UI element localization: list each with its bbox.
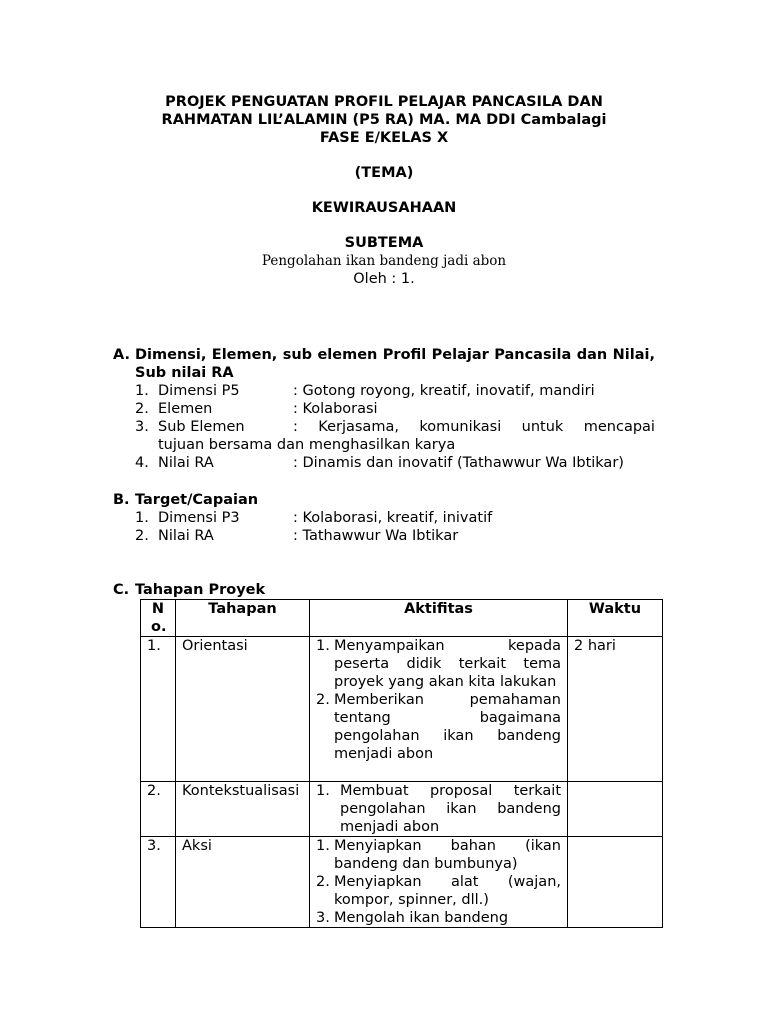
header-no: N o. xyxy=(141,600,176,637)
activity-item: 1. Membuat proposal terkait pengolahan ikan bandeng menjadi abon xyxy=(316,783,561,835)
list-item: 2. Nilai RA : Tathawwur Wa Ibtikar xyxy=(135,528,459,544)
tema-value: KEWIRAUSAHAAN xyxy=(311,200,457,216)
section-a xyxy=(113,346,655,472)
title-line-1: PROJEK PENGUATAN PROFIL PELAJAR PANCASILA DAN xyxy=(165,94,603,110)
section-b-list xyxy=(135,509,655,545)
list-item: 1. Dimensi P3 : Kolaborasi, kreatif, inivatif xyxy=(135,510,493,526)
activity-item: 3. Mengolah ikan bandeng xyxy=(316,910,509,926)
author-line: Oleh : 1. xyxy=(353,271,415,287)
subtema-label: SUBTEMA xyxy=(344,235,424,251)
section-a-title: Dimensi, Elemen, sub elemen Profil Pelajar Pancasila dan Nilai, Sub nilai RA xyxy=(135,347,655,381)
list-item: 2. Elemen : Kolaborasi xyxy=(135,401,378,417)
header-waktu: Waktu xyxy=(568,600,663,637)
section-c xyxy=(113,581,655,599)
table-row: 3. Aksi 1. Menyiapkan bahan (ikan bandeng dan bumbunya) 2. Menyiapkan alat (wajan, kompor, spinner, dll.) 3. Mengolah ikan bandeng xyxy=(141,837,663,928)
tema-label: (TEMA) xyxy=(354,165,414,181)
activity-item: 1. Menyampaikan kepada peserta didik terkait tema proyek yang akan kita lakukan xyxy=(316,638,561,690)
activity-item: 2. Memberikan pemahaman tentang bagaimana pengolahan ikan bandeng menjadi abon xyxy=(316,692,561,762)
section-a-heading: A. Dimensi, Elemen, sub elemen Profil Pelajar Pancasila dan Nilai, Sub nilai RA xyxy=(113,347,655,381)
title-line-2: RAHMATAN LIL’ALAMIN (P5 RA) MA. MA DDI Cambalagi xyxy=(161,112,607,128)
tahapan-table xyxy=(140,599,663,928)
list-item: 4. Nilai RA : Dinamis dan inovatif (Tathawwur Wa Ibtikar) xyxy=(135,455,624,471)
activity-item: 1. Menyiapkan bahan (ikan bandeng dan bumbunya) xyxy=(316,838,561,872)
table-header-row xyxy=(141,600,663,637)
section-c-heading: C. Tahapan Proyek xyxy=(113,581,655,599)
table-row: 2. Kontekstualisasi 1. Membuat proposal terkait pengolahan ikan bandeng menjadi abon xyxy=(141,782,663,837)
title-line-3: FASE E/KELAS X xyxy=(319,130,449,146)
subtema-value: Pengolahan ikan bandeng jadi abon xyxy=(261,253,507,269)
section-c-title: Tahapan Proyek xyxy=(135,582,266,598)
list-item: 3. Sub Elemen : Kerjasama, komunikasi untuk mencapai tujuan bersama dan menghasilkan karya xyxy=(135,419,655,453)
section-a-list xyxy=(135,382,655,472)
header-aktifitas: Aktifitas xyxy=(310,600,568,637)
section-b-title: Target/Capaian xyxy=(135,492,259,508)
activity-item: 2. Menyiapkan alat (wajan, kompor, spinner, dll.) xyxy=(316,874,561,908)
table-row: 1. Orientasi 1. Menyampaikan kepada peserta didik terkait tema proyek yang akan kita lakukan 2. Memberikan pemahaman tentang bagaimana pengolahan ikan bandeng menjadi abon 2 hari xyxy=(141,637,663,782)
list-item: 1. Dimensi P5 : Gotong royong, kreatif, inovatif, mandiri xyxy=(135,383,595,399)
document-title-block xyxy=(0,93,768,288)
section-b-heading: B. Target/Capaian xyxy=(113,491,655,509)
section-b xyxy=(113,491,655,545)
header-tahapan: Tahapan xyxy=(176,600,310,637)
